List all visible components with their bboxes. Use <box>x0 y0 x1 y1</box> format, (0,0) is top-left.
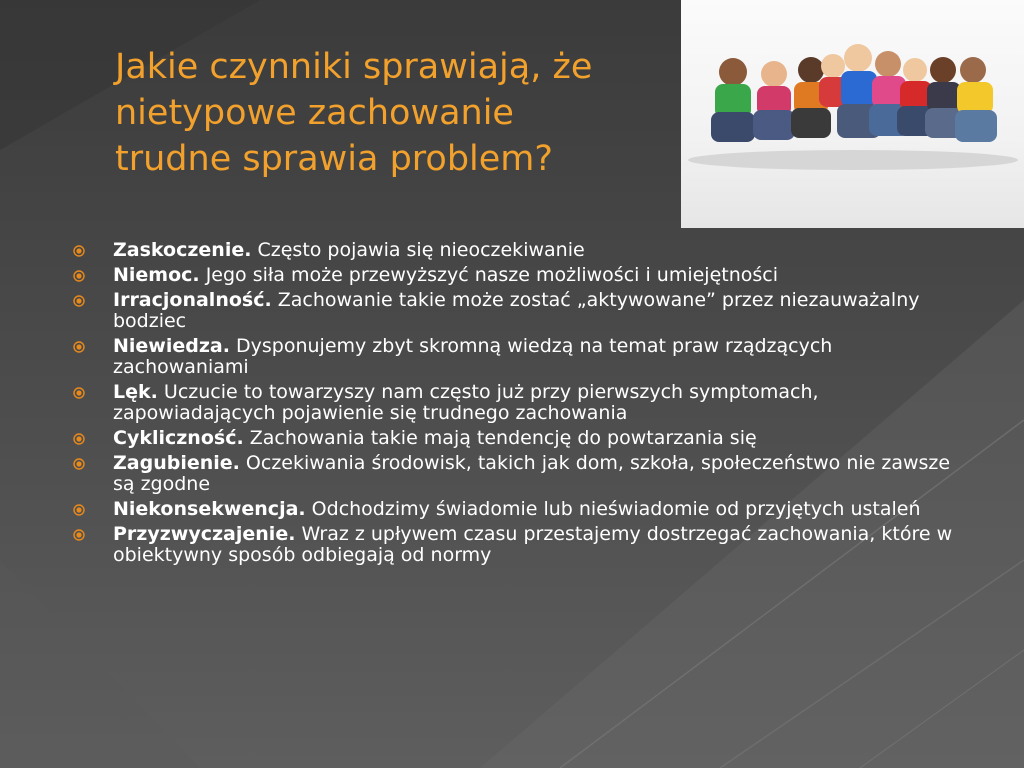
item-term: Zaskoczenie. <box>113 239 252 261</box>
circle-bullet-icon <box>73 529 85 541</box>
group-of-children-photo <box>681 0 1024 228</box>
circle-bullet-icon <box>73 341 85 353</box>
item-text: Dysponujemy zbyt skromną wiedzą na temat praw rządzących zachowaniami <box>113 335 833 378</box>
circle-bullet-icon <box>73 458 85 470</box>
list-item-lek <box>70 382 970 424</box>
item-term: Niekonsekwencja. <box>113 498 306 520</box>
list-item-zagubienie <box>70 453 970 495</box>
title-line-1: Jakie czynniki sprawiają, że <box>115 47 593 87</box>
circle-bullet-icon <box>73 433 85 445</box>
title-line-3: trudne sprawia problem? <box>115 139 553 179</box>
factor-list <box>70 240 970 570</box>
circle-bullet-icon <box>73 504 85 516</box>
circle-bullet-icon <box>73 245 85 257</box>
item-text: Oczekiwania środowisk, takich jak dom, szkoła, społeczeństwo nie zawsze są zgodne <box>113 452 951 495</box>
item-term: Cykliczność. <box>113 427 244 449</box>
item-text: Odchodzimy świadomie lub nieświadomie od przyjętych ustaleń <box>311 498 921 520</box>
list-item-niemoc <box>70 265 970 286</box>
item-term: Niewiedza. <box>113 335 230 357</box>
circle-bullet-icon <box>73 387 85 399</box>
circle-bullet-icon <box>73 295 85 307</box>
list-item-cyklicznosc <box>70 428 970 449</box>
slide-title <box>115 44 675 182</box>
title-line-2: nietypowe zachowanie <box>115 93 514 133</box>
list-item-przyzwyczajenie <box>70 524 970 566</box>
list-item-zaskoczenie <box>70 240 970 261</box>
circle-bullet-icon <box>73 270 85 282</box>
item-term: Zagubienie. <box>113 452 240 474</box>
children-illustration <box>681 0 1024 228</box>
item-text: Często pojawia się nieoczekiwanie <box>257 239 585 261</box>
item-text: Zachowania takie mają tendencję do powtarzania się <box>249 427 757 449</box>
list-item-irracjonalnosc <box>70 290 970 332</box>
item-text: Uczucie to towarzyszy nam często już przy pierwszych symptomach, zapowiadających pojawienie się trudnego zachowania <box>113 381 819 424</box>
item-term: Przyzwyczajenie. <box>113 523 296 545</box>
item-term: Irracjonalność. <box>113 289 272 311</box>
item-text: Wraz z upływem czasu przestajemy dostrzegać zachowania, które w obiektywny sposób odbiegają od normy <box>113 523 953 566</box>
item-term: Lęk. <box>113 381 158 403</box>
item-term: Niemoc. <box>113 264 200 286</box>
item-text: Zachowanie takie może zostać „aktywowane” przez niezauważalny bodziec <box>113 289 920 332</box>
list-item-niekonsekwencja <box>70 499 970 520</box>
item-text: Jego siła może przewyższyć nasze możliwości i umiejętności <box>205 264 779 286</box>
list-item-niewiedza <box>70 336 970 378</box>
